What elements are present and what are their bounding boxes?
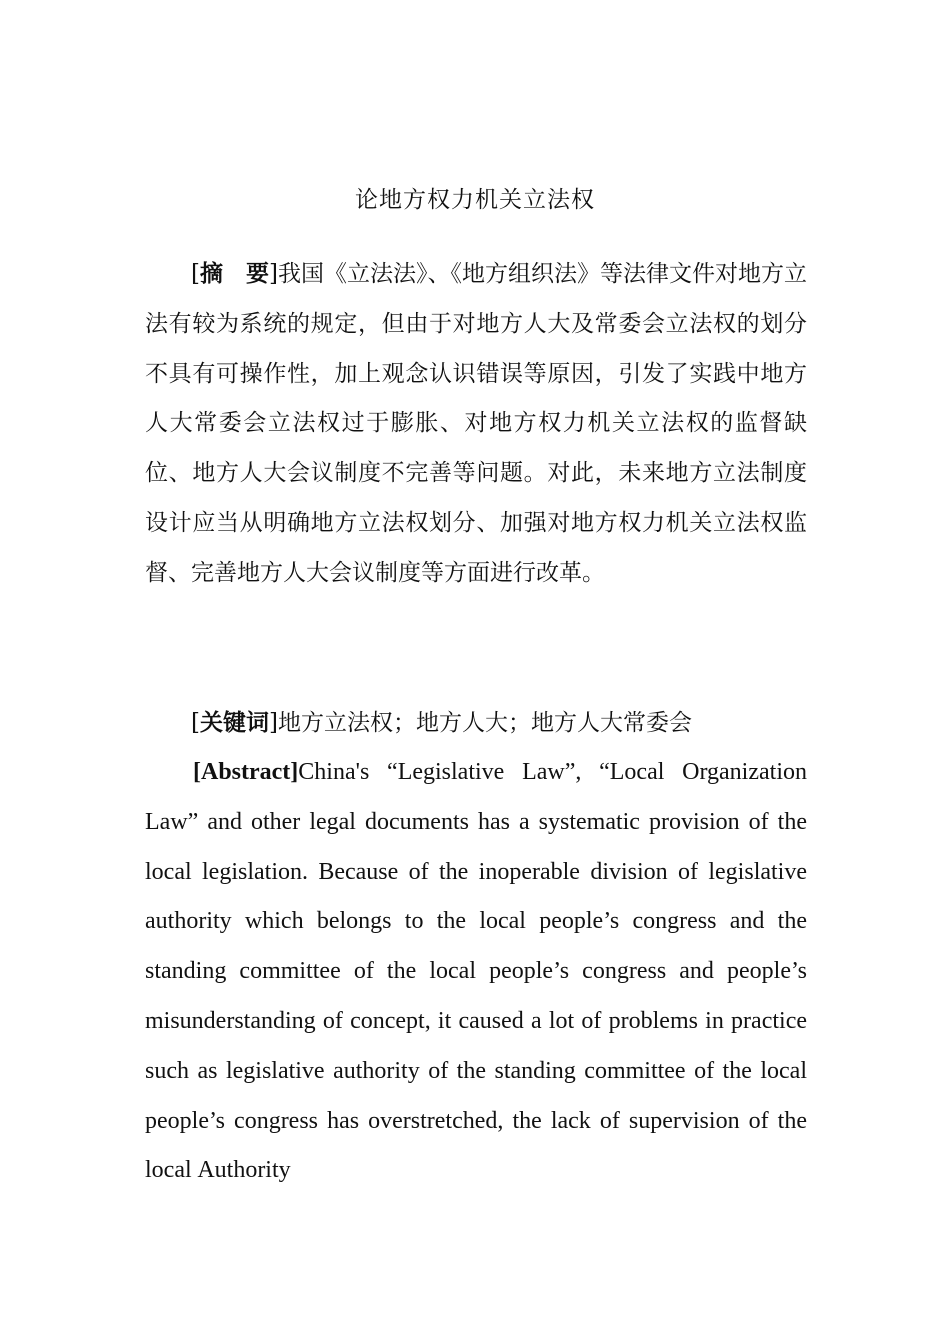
chinese-abstract <box>145 249 807 599</box>
english-abstract-paragraph <box>145 748 807 1196</box>
chinese-abstract-paragraph <box>145 249 807 599</box>
abstract-label: 摘 要 <box>199 260 269 287</box>
keywords-text: 地方立法权；地方人大；地方人大常委会 <box>277 710 692 736</box>
chinese-keywords <box>145 698 807 749</box>
english-abstract <box>145 748 807 1196</box>
english-abstract-label: [Abstract] <box>193 759 299 785</box>
abstract-label-open-bracket: [ <box>191 261 200 287</box>
paper-title: 论地方权力机关立法权 <box>355 187 595 213</box>
abstract-label-close-bracket: ] <box>269 261 278 287</box>
english-abstract-text: China's “Legislative Law”, “Local Organization Law” and other legal documents has a systematic provision of the local legislation. Because of the inoperable division of legislative authority which belongs to the local people’s congress and the standing committee of the local people’s congress and people’s misunderstanding of concept, it caused a lot of problems in practice such as legislative authority of the standing committee of the local people’s congress has overstretched, the lack of supervision of the local Authority <box>145 759 807 1184</box>
keywords-paragraph <box>145 698 807 749</box>
keywords-label: 关键词 <box>199 709 269 736</box>
keywords-label-open-bracket: [ <box>191 710 200 736</box>
keywords-label-close-bracket: ] <box>268 710 278 736</box>
chinese-abstract-text: 我国《立法法》、《地方组织法》等法律文件对地方立法有较为系统的规定，但由于对地方人大及常委会立法权的划分不具有可操作性，加上观念认识错误等原因，引发了实践中地方人大常委会立法权过于膨胀、对地方权力机关立法权的监督缺位、地方人大会议制度不完善等问题。对此，未来地方立法制度设计应当从明确地方立法权划分、加强对地方权力机关立法权监督、完善地方人大会议制度等方面进行改革。 <box>145 261 808 586</box>
